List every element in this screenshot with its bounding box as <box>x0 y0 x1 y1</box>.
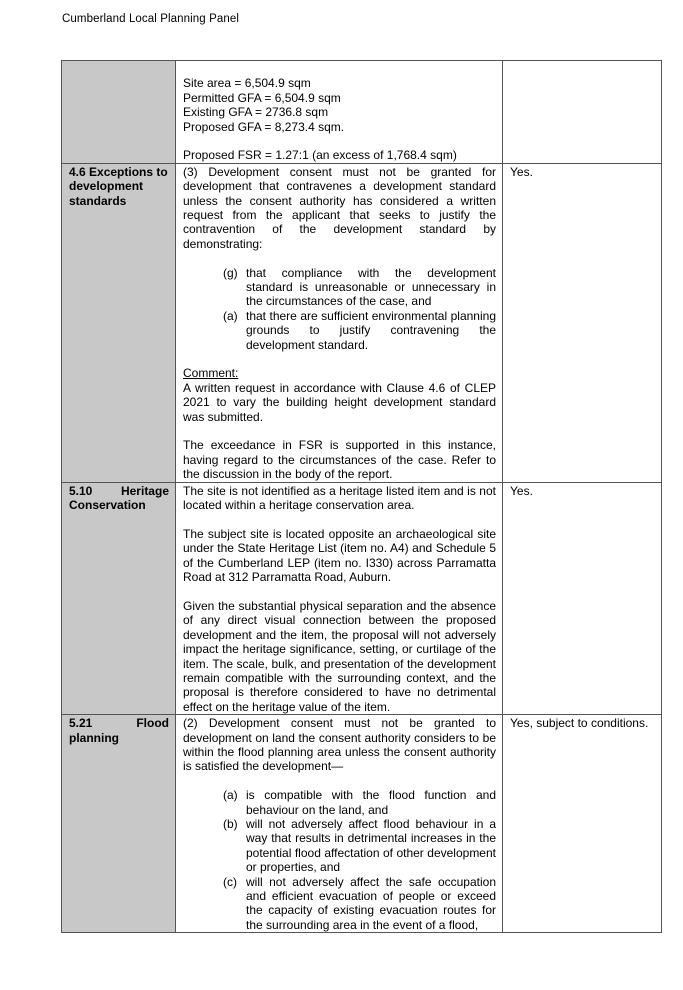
list-item <box>223 266 496 309</box>
clause-title <box>69 716 169 730</box>
list-item-label: (b) <box>223 817 238 831</box>
proposed-fsr-line: Proposed FSR = 1.27:1 (an excess of 1,768.4 sqm) <box>183 148 457 163</box>
clause-word: Heritage <box>120 483 169 498</box>
sublist <box>183 788 496 932</box>
clause-number: 5.21 <box>69 716 93 731</box>
list-item-text: that there are sufficient environmental planning grounds to justify contravening the development standard. <box>246 308 496 352</box>
heritage-paragraph: The subject site is located opposite an archaeological site under the State Heritage List (item no. A4) and Schedule 5 of the Cumberland LEP (item no. I330) across Parramatta Road at 312 Parramatta Road, Auburn. <box>183 526 496 585</box>
sublist <box>183 266 496 352</box>
requirement-cell <box>176 482 503 714</box>
clause-title-rest: Conservation <box>69 498 146 513</box>
page-header: Cumberland Local Planning Panel <box>62 13 239 25</box>
table-row <box>62 482 662 714</box>
status-cell <box>503 61 662 164</box>
list-item-text: is compatible with the flood function and behaviour on the land, and <box>246 788 496 817</box>
clause-cell <box>62 715 176 933</box>
clause-intro: (3) Development consent must not be granted for development that contravenes a development standard unless the consent authority has considered a written request from the applicant that seeks to justify the contravention of the development standard by demonstrating: <box>183 164 496 251</box>
existing-gfa-line: Existing GFA = 2736.8 sqm <box>183 105 329 120</box>
requirement-cell <box>176 163 503 482</box>
table-row <box>62 163 662 482</box>
list-item-label: (a) <box>223 308 238 323</box>
status-cell: Yes, subject to conditions. <box>503 715 662 933</box>
status-cell: Yes. <box>503 482 662 714</box>
clause-cell <box>62 482 176 714</box>
clause-title: 4.6 Exceptions to development standards <box>69 164 168 208</box>
list-item <box>223 788 496 817</box>
comment-heading: Comment: <box>183 366 239 381</box>
requirement-cell <box>176 715 503 933</box>
requirement-cell <box>176 61 503 164</box>
clause-title-rest: planning <box>69 730 119 745</box>
clause-title <box>69 484 169 498</box>
list-item <box>223 309 496 352</box>
clause-intro: (2) Development consent must not be granted to development on land the consent authority considers to be within the flood planning area unless the consent authority is satisfied the development— <box>183 716 496 774</box>
list-item <box>223 875 496 933</box>
site-area-line: Site area = 6,504.9 sqm <box>183 76 311 91</box>
list-item-label: (a) <box>223 788 238 803</box>
comment-paragraph: The exceedance in FSR is supported in this instance, having regard to the circumstances of the case. Refer to the discussion in the body of the report. <box>183 438 496 482</box>
compliance-table <box>61 60 662 933</box>
table-row <box>62 61 662 164</box>
clause-number: 5.10 <box>69 483 93 498</box>
proposed-gfa-line: Proposed GFA = 8,273.4 sqm. <box>183 119 345 134</box>
clause-word: Flood <box>136 716 169 731</box>
permitted-gfa-line: Permitted GFA = 6,504.9 sqm <box>183 90 341 105</box>
list-item-text: that compliance with the development standard is unreasonable or unnecessary in the circumstances of the case, and <box>246 265 496 309</box>
comment-paragraph: A written request in accordance with Clause 4.6 of CLEP 2021 to vary the building height development standard was submitted. <box>183 380 496 424</box>
list-item-label: (c) <box>223 874 237 889</box>
status-cell: Yes. <box>503 163 662 482</box>
list-item <box>223 817 496 875</box>
heritage-paragraph: Given the substantial physical separation and the absence of any direct visual connection between the proposed development and the item, the proposal will not adversely impact the heritage significance, setting, or curtilage of the item. The scale, bulk, and presentation of the development remain compatible with the surrounding context, and the proposal is therefore considered to have no detrimental effect on the heritage value of the item. <box>183 598 496 714</box>
heritage-paragraph: The site is not identified as a heritage listed item and is not located within a heritage conservation area. <box>183 483 496 513</box>
table-row <box>62 715 662 933</box>
list-item-label: (g) <box>223 265 238 280</box>
list-item-text: will not adversely affect flood behaviour in a way that results in detrimental increases in the potential flood affectation of other development or properties, and <box>246 817 496 875</box>
list-item-text: will not adversely affect the safe occupation and efficient evacuation of people or exceed the capacity of existing evacuation routes for the surrounding area in the event of a flood, <box>246 874 496 932</box>
clause-cell <box>62 163 176 482</box>
clause-cell <box>62 61 176 164</box>
